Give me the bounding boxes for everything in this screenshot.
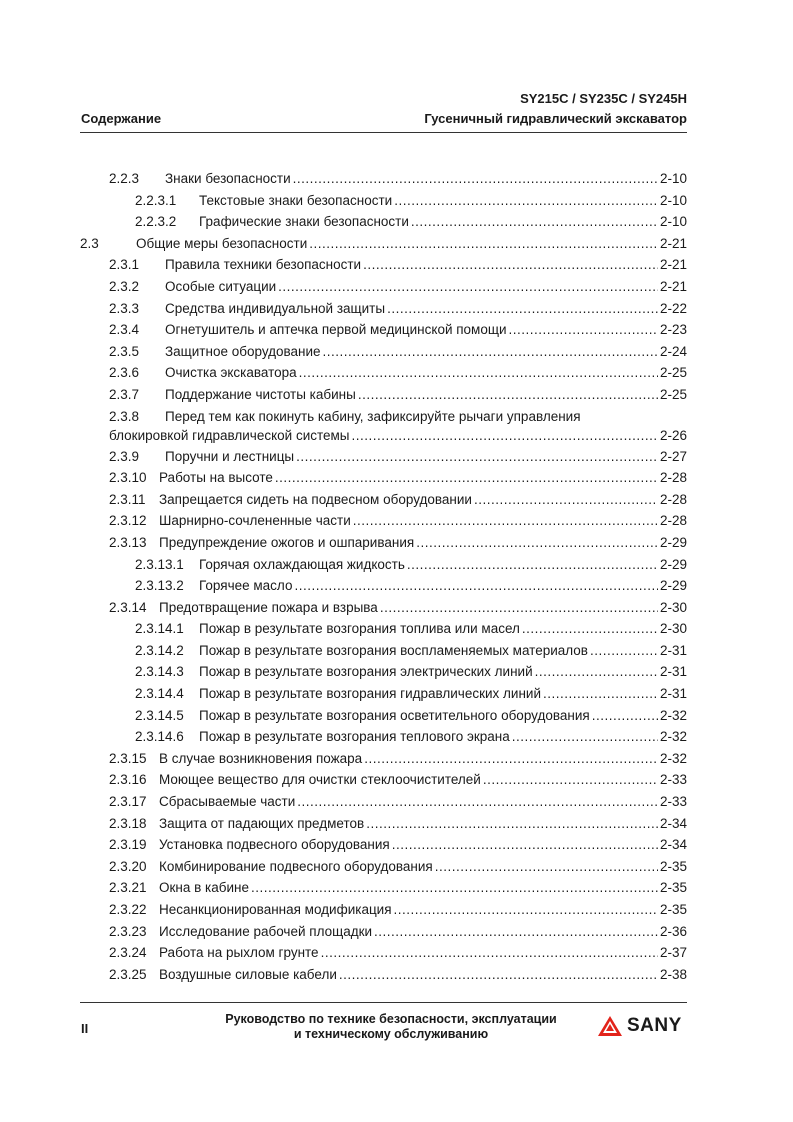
- toc-leader-dots: [535, 661, 658, 683]
- toc-entry-page: 2-26: [659, 428, 687, 444]
- toc-entry-number: 2.3.20: [109, 858, 147, 874]
- toc-entry-page: 2-32: [659, 707, 687, 723]
- toc-leader-dots: [251, 877, 658, 899]
- toc-entry-number: 2.3.14.6: [135, 729, 184, 745]
- toc-leader-dots: [411, 211, 658, 233]
- toc-entry[interactable]: [80, 254, 687, 276]
- toc-entry-number: 2.2.3.1: [135, 192, 177, 208]
- toc-entry[interactable]: [80, 575, 687, 597]
- toc-leader-dots: [512, 726, 658, 748]
- toc-entry-number: 2.3.14.4: [135, 686, 184, 702]
- toc-entry[interactable]: [80, 877, 687, 899]
- toc-entry-title: Текстовые знаки безопасности: [199, 192, 393, 208]
- toc-entry[interactable]: [80, 856, 687, 878]
- toc-entry-page: 2-32: [659, 750, 687, 766]
- toc-leader-dots: [509, 319, 658, 341]
- logo-text: SANY: [627, 1015, 682, 1036]
- toc-leader-dots: [522, 618, 658, 640]
- toc-leader-dots: [293, 168, 658, 190]
- toc-leader-dots: [394, 899, 658, 921]
- toc-entry[interactable]: [80, 705, 687, 727]
- toc-entry-page: 2-25: [659, 386, 687, 402]
- toc-entry-number: 2.3.14.1: [135, 621, 184, 637]
- toc-leader-dots: [435, 856, 658, 878]
- toc-entry-title: Предупреждение ожогов и ошпаривания: [159, 534, 415, 550]
- toc-entry[interactable]: [80, 618, 687, 640]
- footer-page-number: II: [81, 1021, 89, 1036]
- toc-entry-page: 2-22: [659, 300, 687, 316]
- toc-entry-title: Пожар в результате возгорания электрических линий: [199, 664, 533, 680]
- toc-entry[interactable]: [80, 748, 687, 770]
- toc-leader-dots: [294, 575, 658, 597]
- header-divider: [80, 132, 687, 133]
- toc-entry-title: Горячее масло: [199, 578, 293, 594]
- toc-entry-page: 2-10: [659, 192, 687, 208]
- toc-entry-page: 2-37: [659, 945, 687, 961]
- toc-entry-title: Защитное оборудование: [165, 343, 321, 359]
- toc-entry[interactable]: [80, 341, 687, 363]
- toc-entry-title: Предотвращение пожара и взрыва: [159, 599, 378, 615]
- toc-entry-title: Пожар в результате возгорания теплового экрана: [199, 729, 510, 745]
- footer-title-line1: Руководство по технике безопасности, эксплуатации: [225, 1012, 557, 1026]
- toc-entry[interactable]: [80, 726, 687, 748]
- toc-entry-title: Запрещается сидеть на подвесном оборудовании: [159, 491, 472, 507]
- toc-entry-page: 2-10: [659, 171, 687, 186]
- toc-leader-dots: [592, 705, 658, 727]
- toc-entry-page: 2-28: [659, 513, 687, 529]
- toc-entry-page: 2-35: [659, 858, 687, 874]
- toc-entry[interactable]: [80, 446, 687, 468]
- toc-leader-dots: [275, 467, 658, 489]
- toc-entry[interactable]: [80, 298, 687, 320]
- toc-entry[interactable]: [80, 661, 687, 683]
- toc-leader-dots: [363, 254, 658, 276]
- toc-entry[interactable]: [80, 683, 687, 705]
- toc-entry-title: Установка подвесного оборудования: [159, 837, 390, 853]
- toc-entry-title: Средства индивидуальной защиты: [165, 300, 386, 316]
- toc-entry[interactable]: [80, 319, 687, 341]
- toc-entry-page: 2-30: [659, 599, 687, 615]
- toc-entry-page: 2-29: [659, 556, 687, 572]
- toc-entry-title: Огнетушитель и аптечка первой медицинской помощи: [165, 322, 507, 338]
- toc-entry-number: 2.3.8: [109, 408, 140, 424]
- toc-entry-title: Перед тем как покинуть кабину, зафиксируйте рычаги управления: [165, 408, 581, 424]
- toc-entry-number: 2.3.23: [109, 923, 147, 939]
- toc-entry-number: 2.3.14.5: [135, 707, 184, 723]
- toc-entry-page: 2-31: [659, 686, 687, 702]
- toc-leader-dots: [407, 554, 658, 576]
- toc-entry-title: Окна в кабине: [159, 880, 249, 896]
- sany-logo: [597, 1015, 682, 1037]
- toc-entry-title: Графические знаки безопасности: [199, 214, 409, 230]
- toc-leader-dots: [353, 510, 658, 532]
- toc-entry-title: Сбрасываемые части: [159, 794, 296, 810]
- toc-entry[interactable]: [80, 467, 687, 489]
- toc-entry[interactable]: [80, 964, 687, 986]
- toc-entry-page: 2-31: [659, 664, 687, 680]
- toc-entry-number: 2.3.7: [109, 386, 140, 402]
- toc-entry-title: Шарнирно-сочлененные части: [159, 513, 351, 529]
- toc-entry-number: 2.3.15: [109, 750, 147, 766]
- footer-divider: [80, 1002, 687, 1003]
- toc-entry-number: 2.3.17: [109, 794, 147, 810]
- toc-leader-dots: [543, 683, 658, 705]
- toc-entry-title: Работы на высоте: [159, 470, 273, 486]
- toc-entry[interactable]: [80, 942, 687, 964]
- toc-entry-number: 2.3.16: [109, 772, 147, 788]
- toc-entry-page: 2-34: [659, 837, 687, 853]
- toc-entry[interactable]: [80, 791, 687, 813]
- toc-entry-page: 2-33: [659, 794, 687, 810]
- toc-entry-number: 2.3.13: [109, 534, 147, 550]
- toc-leader-dots: [296, 446, 658, 468]
- toc-entry-title: Поручни и лестницы: [165, 448, 295, 464]
- toc-entry-number: 2.2.3: [109, 171, 140, 186]
- toc-entry-title: Поддержание чистоты кабины: [165, 386, 356, 402]
- toc-entry-page: 2-36: [659, 923, 687, 939]
- toc-entry[interactable]: [80, 532, 687, 554]
- toc-leader-dots: [358, 384, 658, 406]
- toc-entry-number: 2.2.3.2: [135, 214, 177, 230]
- toc-entry-page: 2-10: [659, 214, 687, 230]
- toc-entry[interactable]: [80, 489, 687, 511]
- toc-entry[interactable]: [80, 640, 687, 662]
- toc-leader-dots: [374, 921, 658, 943]
- toc-leader-dots: [352, 425, 658, 447]
- toc-entry[interactable]: [80, 211, 687, 233]
- toc-entry-page: 2-28: [659, 491, 687, 507]
- toc-entry-title: Пожар в результате возгорания осветительного оборудования: [199, 707, 590, 723]
- toc-entry-number: 2.3.3: [109, 300, 140, 316]
- toc-leader-dots: [380, 597, 658, 619]
- toc-entry-title-continued: блокировкой гидравлической системы: [109, 428, 350, 444]
- toc-entry-number: 2.3.14: [109, 599, 147, 615]
- toc-entry-page: 2-29: [659, 534, 687, 550]
- toc-entry-page: 2-23: [659, 322, 687, 338]
- toc-entry-page: 2-33: [659, 772, 687, 788]
- toc-entry-number: 2.3.18: [109, 815, 147, 831]
- toc-entry-number: 2.3.24: [109, 945, 147, 961]
- toc-entry-number: 2.3.6: [109, 365, 140, 381]
- toc-leader-dots: [278, 276, 658, 298]
- toc-entry-number: 2.3.9: [109, 448, 140, 464]
- toc-entry[interactable]: [80, 406, 687, 446]
- toc-entry-title: Знаки безопасности: [165, 171, 291, 186]
- toc-entry-number: 2.3.14.2: [135, 642, 184, 658]
- toc-entry[interactable]: [80, 362, 687, 384]
- toc-entry-page: 2-35: [659, 880, 687, 896]
- toc-entry[interactable]: [80, 276, 687, 298]
- toc-entry-title: В случае возникновения пожара: [159, 750, 363, 766]
- toc-entry-page: 2-29: [659, 578, 687, 594]
- toc-entry-title: Горячая охлаждающая жидкость: [199, 556, 405, 572]
- toc-entry-number: 2.3.22: [109, 902, 147, 917]
- toc-leader-dots: [394, 190, 658, 212]
- toc-entry-title: Несанкционированная модификация: [159, 902, 392, 917]
- toc-entry-number: 2.3.13.2: [135, 578, 184, 594]
- toc-entry[interactable]: [80, 597, 687, 619]
- toc-entry-number: 2.3.11: [109, 491, 146, 507]
- toc-entry[interactable]: [80, 190, 687, 212]
- toc-entry-title: Работа на рыхлом грунте: [159, 945, 319, 961]
- toc-leader-dots: [299, 362, 658, 384]
- toc-entry[interactable]: [80, 834, 687, 856]
- toc-entry-page: 2-21: [659, 257, 687, 273]
- toc-entry-title: Правила техники безопасности: [165, 257, 362, 273]
- toc-entry-number: 2.3: [80, 235, 99, 251]
- toc-leader-dots: [366, 813, 658, 835]
- toc-entry-number: 2.3.2: [109, 278, 140, 294]
- toc-entry-title: Пожар в результате возгорания топлива или масел: [199, 621, 520, 637]
- toc-entry-number: 2.3.13.1: [135, 556, 184, 572]
- toc-entry[interactable]: [80, 554, 687, 576]
- toc-entry-title: Воздушные силовые кабели: [159, 966, 337, 982]
- footer-title-line2: и техническому обслуживанию: [293, 1027, 489, 1041]
- toc-entry-title: Пожар в результате возгорания воспламеняемых материалов: [199, 642, 588, 658]
- toc-entry-title: Исследование рабочей площадки: [159, 923, 373, 939]
- toc-entry[interactable]: [80, 899, 687, 921]
- toc-entry-number: 2.3.21: [109, 880, 147, 896]
- sany-logo-icon: [597, 1015, 623, 1037]
- toc-leader-dots: [392, 834, 658, 856]
- toc-leader-dots: [323, 341, 658, 363]
- toc-entry-title: Очистка экскаватора: [165, 365, 297, 381]
- toc-entry[interactable]: [80, 510, 687, 532]
- toc-leader-dots: [416, 532, 658, 554]
- toc-entry-page: 2-21: [659, 235, 687, 251]
- toc-entry-number: 2.3.1: [109, 257, 140, 273]
- toc-entry-page: 2-31: [659, 642, 687, 658]
- toc-entry-page: 2-34: [659, 815, 687, 831]
- toc-entry-number: 2.3.14.3: [135, 664, 184, 680]
- toc-entry-title: Комбинирование подвесного оборудования: [159, 858, 433, 874]
- header-title: Гусеничный гидравлический экскаватор: [424, 111, 687, 126]
- toc-entry-number: 2.3.12: [109, 513, 147, 529]
- toc-leader-dots: [474, 489, 658, 511]
- toc-entry-number: 2.3.25: [109, 966, 147, 982]
- toc-leader-dots: [387, 298, 658, 320]
- toc-leader-dots: [339, 964, 658, 986]
- toc-entry[interactable]: [80, 769, 687, 791]
- toc-entry-page: 2-38: [659, 966, 687, 982]
- toc-entry-title: Общие меры безопасности: [136, 235, 308, 251]
- header-section: Содержание: [81, 111, 162, 126]
- toc-entry-number: 2.3.10: [109, 470, 147, 486]
- toc-entry-page: 2-27: [659, 448, 687, 464]
- toc-entry-title: Моющее вещество для очистки стеклоочистителей: [159, 772, 481, 788]
- toc-entry[interactable]: [80, 233, 687, 255]
- toc-entry-number: 2.3.19: [109, 837, 147, 853]
- toc-leader-dots: [483, 769, 658, 791]
- toc-entry-page: 2-35: [659, 902, 687, 917]
- toc-leader-dots: [321, 942, 658, 964]
- toc-entry[interactable]: [80, 384, 687, 406]
- toc-entry-number: 2.3.5: [109, 343, 140, 359]
- toc-leader-dots: [297, 791, 658, 813]
- toc-entry-page: 2-30: [659, 621, 687, 637]
- toc-entry-page: 2-21: [659, 278, 687, 294]
- footer-title: [222, 1012, 560, 1042]
- toc-entry[interactable]: [80, 921, 687, 943]
- toc-leader-dots: [590, 640, 658, 662]
- toc-entry-page: 2-32: [659, 729, 687, 745]
- toc-entry-number: 2.3.4: [109, 322, 140, 338]
- toc-entry[interactable]: [80, 813, 687, 835]
- toc-entry[interactable]: [80, 168, 687, 190]
- toc-leader-dots: [309, 233, 658, 255]
- table-of-contents: [80, 168, 687, 985]
- header-models: SY215C / SY235C / SY245H: [520, 91, 687, 106]
- toc-entry-page: 2-25: [659, 365, 687, 381]
- toc-entry-title: Защита от падающих предметов: [159, 815, 365, 831]
- toc-entry-page: 2-28: [659, 470, 687, 486]
- toc-entry-page: 2-24: [659, 343, 687, 359]
- toc-entry-title: Особые ситуации: [165, 278, 277, 294]
- toc-entry-title: Пожар в результате возгорания гидравлических линий: [199, 686, 541, 702]
- toc-leader-dots: [364, 748, 658, 770]
